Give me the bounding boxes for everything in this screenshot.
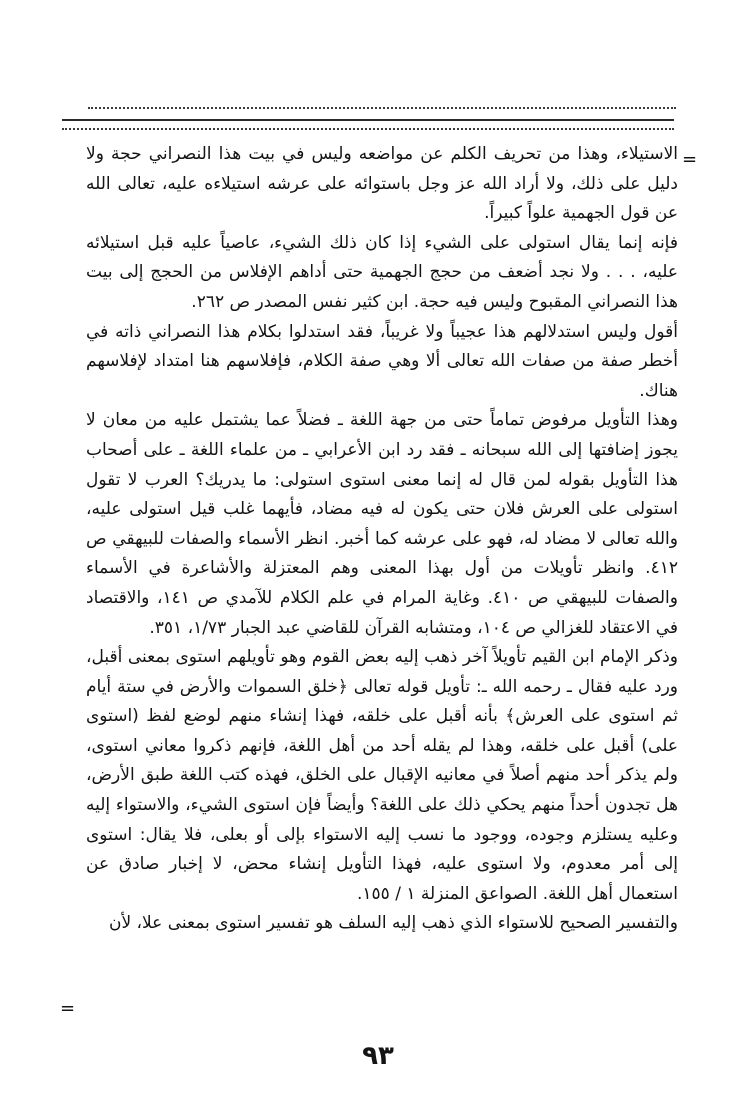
- footnote-block: [86, 140, 678, 939]
- dotted-separator-bottom: [62, 128, 674, 130]
- footnote-paragraph-1: الاستيلاء، وهذا من تحريف الكلم عن مواضعه وليس في بيت هذا النصراني حجة ولا دليل على ذلك، ولا أراد الله عز وجل باستوائه على عرشه استيلاءه عليه، تعالى الله عن قول الجهمية علواً كبيراً.: [86, 144, 678, 224]
- dotted-separator-top: [88, 107, 676, 109]
- continuation-mark-bottom: =: [60, 998, 76, 1019]
- footnote-paragraph-5: وذكر الإمام ابن القيم تأويلاً آخر ذهب إليه بعض القوم وهو تأويلهم استوى بمعنى أقبل، ورد عليه فقال ـ رحمه الله ـ: تأويل قوله تعالى ﴿خلق السموات والأرض في ستة أيام ثم استوى على العرش﴾ بأنه أقبل على خلقه، فهذا إنشاء منهم لوضع لفظ (استوى على) أقبل على خلقه، وهذا لم يقله أحد من أهل اللغة، فإنهم ذكروا معاني استوى، ولم يذكر أحد منهم أصلاً في معانيه الإقبال على الخلق، فهذه كتب اللغة طبق الأرض، هل تجدون أحداً منهم يحكي ذلك على اللغة؟ وأيضاً فإن استوى الشيء، والاستواء إليه وعليه يستلزم وجوده، ووجود ما نسب إليه الاستواء بإلى أو بعلى، فلا يقال: استوى إلى أمر معدوم، ولا استوى عليه، فهذا التأويل إنشاء محض، لا إخبار صادق عن استعمال أهل اللغة. الصواعق المنزلة ١ / ١٥٥.: [86, 647, 678, 904]
- solid-separator: [62, 119, 674, 121]
- continuation-mark-top: =: [682, 149, 698, 170]
- footnote-paragraph-6: والتفسير الصحيح للاستواء الذي ذهب إليه السلف هو تفسير استوى بمعنى علا، لأن: [108, 913, 678, 934]
- footnote-paragraph-4: وهذا التأويل مرفوض تماماً حتى من جهة اللغة ـ فضلاً عما يشتمل عليه من معان لا يجوز إضافتها إلى الله سبحانه ـ فقد رد ابن الأعرابي ـ من علماء اللغة ـ على أصحاب هذا التأويل بقوله لمن قال له إنما معنى استوى استولى: ما يدريك؟ العرب لا تقول استولى على العرش فلان حتى يكون له فيه مضاد، فأيهما غلب قيل استولى عليه، والله تعالى لا مضاد له، فهو على عرشه كما أخبر. انظر الأسماء والصفات للبيهقي ص ٤١٢. وانظر تأويلات من أول بهذا المعنى وهم المعتزلة والأشاعرة في الأسماء والصفات للبيهقي ص ٤١٠. وغاية المرام في علم الكلام للآمدي ص ١٤١، والاقتصاد في الاعتقاد للغزالي ص ١٠٤، ومتشابه القرآن للقاضي عبد الجبار ١/٧٣، ٣٥١.: [86, 410, 678, 638]
- footnote-paragraph-3: أقول وليس استدلالهم هذا عجيباً ولا غريباً، فقد استدلوا بكلام هذا النصراني ذاته في أخطر صفة من صفات الله تعالى ألا وهي صفة الكلام، فإفلاسهم هنا امتداد لإفلاسهم هناك.: [86, 321, 678, 401]
- page-number: ٩٣: [362, 1041, 394, 1071]
- footnote-paragraph-2: فإنه إنما يقال استولى على الشيء إذا كان ذلك الشيء، عاصياً عليه قبل استيلائه عليه، . . . ولا نجد أضعف من حجج الجهمية حتى أداهم الإفلاس من الحجج إلى بيت هذا النصراني المقبوح وليس فيه حجة. ابن كثير نفس المصدر ص ٢٦٢.: [86, 232, 678, 312]
